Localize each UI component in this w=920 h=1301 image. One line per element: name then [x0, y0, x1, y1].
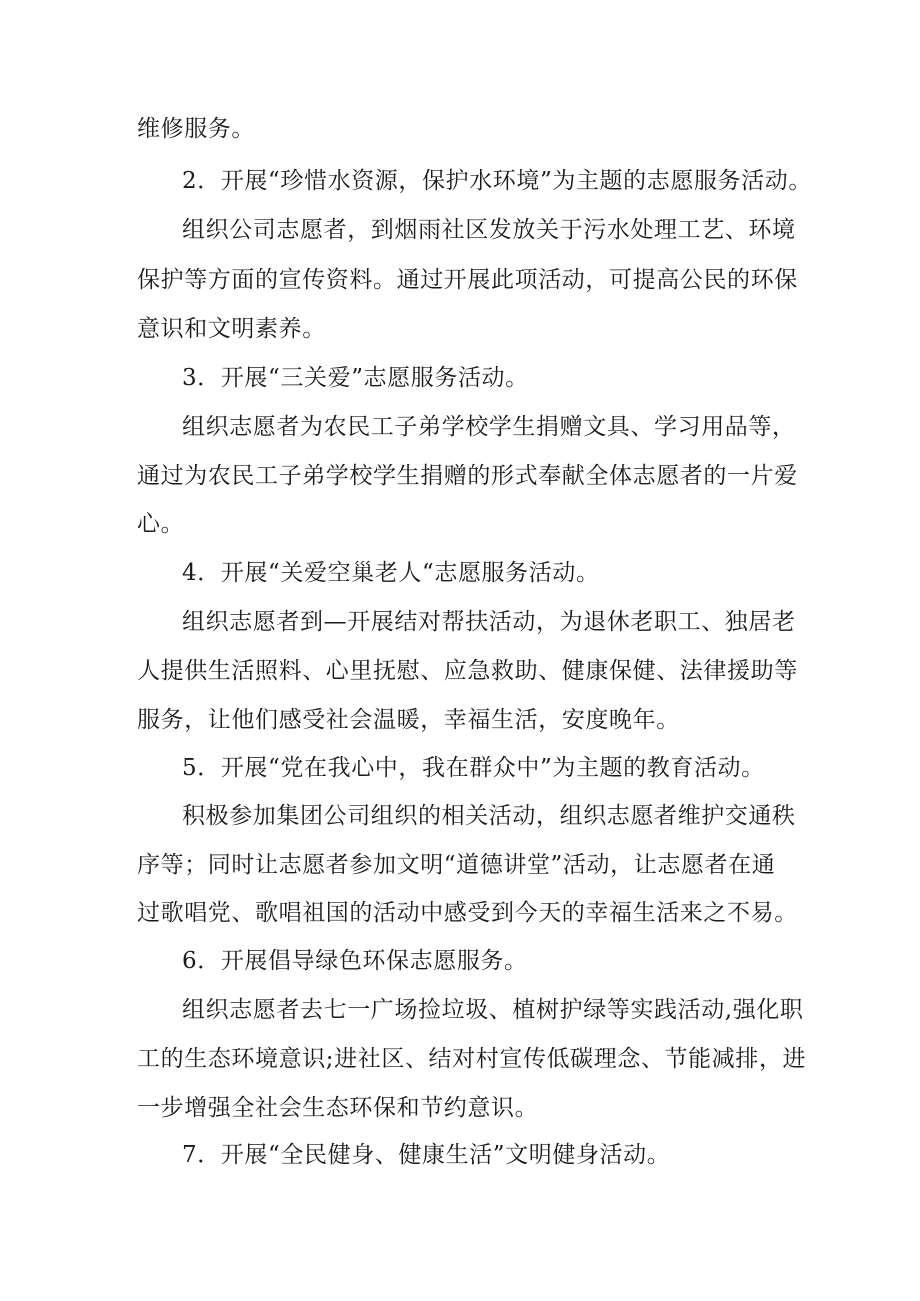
paragraph-line: 组织志愿者去七一广场捡垃圾、植树护绿等实践活动,强化职 — [182, 997, 804, 1023]
section-heading: 4．开展“关爱空巢老人“志愿服务活动。 — [182, 560, 600, 586]
paragraph-line: 心。 — [137, 511, 185, 537]
paragraph-line: 过歌唱党、歌唱祖国的活动中感受到今天的幸福生活来之不易。 — [137, 900, 798, 926]
section-heading: 3．开展“三关爱”志愿服务活动。 — [182, 365, 529, 391]
paragraph-line: 一步增强全社会生态环保和节约意识。 — [137, 1095, 539, 1121]
paragraph-line: 意识和文明素养。 — [137, 316, 326, 342]
paragraph-line: 保护等方面的宣传资料。通过开展此项活动，可提高公民的环保 — [137, 267, 798, 293]
paragraph-line: 序等；同时让志愿者参加文明“道德讲堂”活动，让志愿者在通 — [137, 852, 776, 878]
paragraph-line: 积极参加集团公司组织的相关活动，组织志愿者维护交通秩 — [182, 803, 796, 829]
paragraph-line: 服务，让他们感受社会温暖，幸福生活，安度晚年。 — [137, 707, 680, 733]
paragraph-line: 组织志愿者为农民工子弟学校学生捐赠文具、学习用品等， — [182, 414, 796, 440]
section-heading: 6．开展倡导绿色环保志愿服务。 — [182, 948, 528, 974]
paragraph-line: 人提供生活照料、心里抚慰、应急救助、健康保健、法律援助等 — [137, 658, 798, 684]
paragraph-line: 工的生态环境意识;进社区、结对村宣传低碳理念、节能减排，进 — [137, 1046, 807, 1072]
section-heading: 2．开展“珍惜水资源，保护水环境”为主题的志愿服务活动。 — [182, 168, 812, 194]
section-heading: 7．开展“全民健身、健康生活”文明健身活动。 — [182, 1142, 671, 1168]
paragraph-line: 维修服务。 — [137, 116, 255, 142]
paragraph-line: 组织志愿者到—开展结对帮扶活动，为退休老职工、独居老 — [182, 609, 796, 635]
paragraph-line: 通过为农民工子弟学校学生捐赠的形式奉献全体志愿者的一片爱 — [137, 463, 798, 489]
paragraph-line: 组织公司志愿者，到烟雨社区发放关于污水处理工艺、环境 — [182, 217, 796, 243]
section-heading: 5．开展“党在我心中，我在群众中”为主题的教育活动。 — [182, 755, 765, 781]
